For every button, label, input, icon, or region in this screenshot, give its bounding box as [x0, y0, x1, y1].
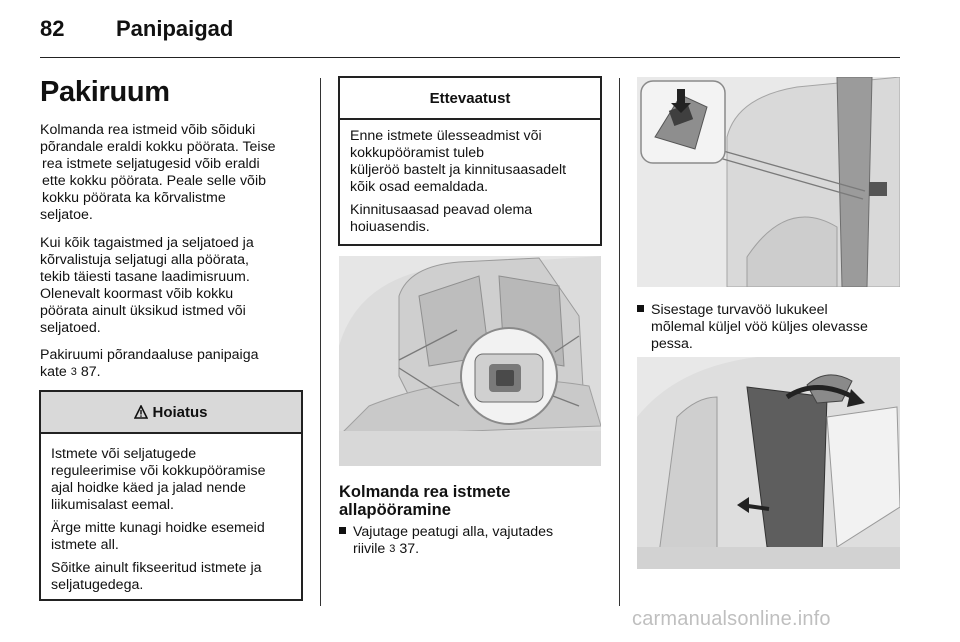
flat-floor-line: seljatoed.	[40, 320, 101, 336]
instruction-page-ref[interactable]: 37.	[399, 541, 420, 557]
instruction-line: mõlemal küljel vöö küljes olevasse	[651, 319, 868, 335]
cover-text: kate	[40, 364, 67, 380]
flat-floor-paragraph	[40, 235, 308, 337]
caution-line: küljeröö bastelt ja kinnitusaasadelt	[350, 162, 567, 178]
instruction-line: Vajutage peatugi alla, vajutades	[353, 524, 554, 540]
cover-line-ref	[40, 364, 308, 381]
caution-box	[338, 76, 602, 246]
bullet-square-icon	[339, 527, 346, 534]
warning-paragraph	[51, 560, 291, 594]
section-title: Pakiruum	[40, 76, 170, 108]
warning-triangle-icon	[134, 405, 148, 419]
warning-paragraph	[51, 446, 291, 514]
intro-line: ette kokku pöörata. Peale selle võib	[42, 173, 266, 189]
seat-folding-illustration	[637, 357, 900, 569]
cover-paragraph	[40, 347, 308, 381]
seatbelt-instruction	[637, 302, 912, 353]
flat-floor-line: pöörata ainult üksikud istmed või	[40, 303, 246, 319]
warning-paragraph	[51, 520, 291, 554]
headrest-latch-illustration	[339, 256, 601, 466]
caution-line: kokkupööramist tuleb	[350, 145, 485, 161]
warning-line: Istmete või seljatugede	[51, 446, 197, 462]
instruction-line: Sisestage turvavöö lukukeel	[651, 302, 828, 318]
intro-line: Kolmanda rea istmeid võib sõiduki	[40, 122, 256, 138]
instruction-line: riivile	[353, 541, 386, 557]
headrest-instruction	[339, 524, 609, 558]
cover-page-ref[interactable]: 87.	[80, 364, 101, 380]
header-rule	[40, 57, 900, 58]
flat-floor-line: tekib täiesti tasane laadimisruum.	[40, 269, 250, 285]
column-divider-2	[619, 78, 620, 606]
warning-heading-text: Hoiatus	[152, 403, 208, 421]
intro-line: seljatoe.	[40, 207, 93, 223]
warning-line: Sõitke ainult fikseeritud istmete ja	[51, 560, 262, 576]
subsection-title	[339, 483, 609, 519]
warning-line: liikumisalast eemal.	[51, 497, 174, 513]
caution-line: Kinnitusaasad peavad olema	[350, 202, 533, 218]
column-divider-1	[320, 78, 321, 606]
warning-box	[39, 390, 303, 601]
warning-line: ajal hoidke käed ja jalad nende	[51, 480, 246, 496]
page-number: 82	[40, 16, 65, 41]
caution-paragraph	[350, 128, 590, 196]
flat-floor-line: Kui kõik tagaistmed ja seljatoed ja	[40, 235, 254, 251]
instruction-line: pessa.	[651, 336, 693, 352]
subsection-title-line: Kolmanda rea istmete	[339, 483, 511, 501]
intro-line: rea istmete seljatugesid võib eraldi	[42, 156, 260, 172]
warning-heading	[41, 392, 301, 434]
caution-paragraph	[350, 202, 590, 236]
cover-line: Pakiruumi põrandaaluse panipaiga	[40, 347, 259, 363]
warning-line: reguleerimise või kokkupööramise	[51, 463, 266, 479]
intro-line: kokku pöörata ka kõrvalistme	[42, 190, 226, 206]
flat-floor-line: kõrvalistuja seljatugi alla pöörata,	[40, 252, 249, 268]
seatbelt-buckle-illustration	[637, 77, 900, 287]
subsection-title-line: allapööramine	[339, 501, 451, 519]
caution-heading: Ettevaatust	[340, 78, 600, 120]
warning-line: Ärge mitte kunagi hoidke esemeid	[51, 520, 265, 536]
chapter-title: Panipaigad	[116, 16, 234, 41]
caution-line: hoiuasendis.	[350, 219, 430, 235]
flat-floor-line: Olenevalt koormast võib kokku	[40, 286, 234, 302]
bullet-square-icon	[637, 305, 644, 312]
intro-line: põrandale eraldi kokku pöörata. Teise	[40, 139, 276, 155]
page-ref-icon: 3	[70, 366, 77, 378]
intro-paragraph	[40, 122, 308, 224]
page-ref-icon: 3	[389, 543, 396, 555]
caution-body	[340, 120, 600, 244]
warning-body	[41, 434, 301, 602]
warning-line: istmete all.	[51, 537, 119, 553]
caution-line: kõik osad eemaldada.	[350, 179, 489, 195]
warning-line: seljatugedega.	[51, 577, 144, 593]
caution-line: Enne istmete ülesseadmist või	[350, 128, 542, 144]
watermark: carmanualsonline.info	[632, 608, 831, 630]
